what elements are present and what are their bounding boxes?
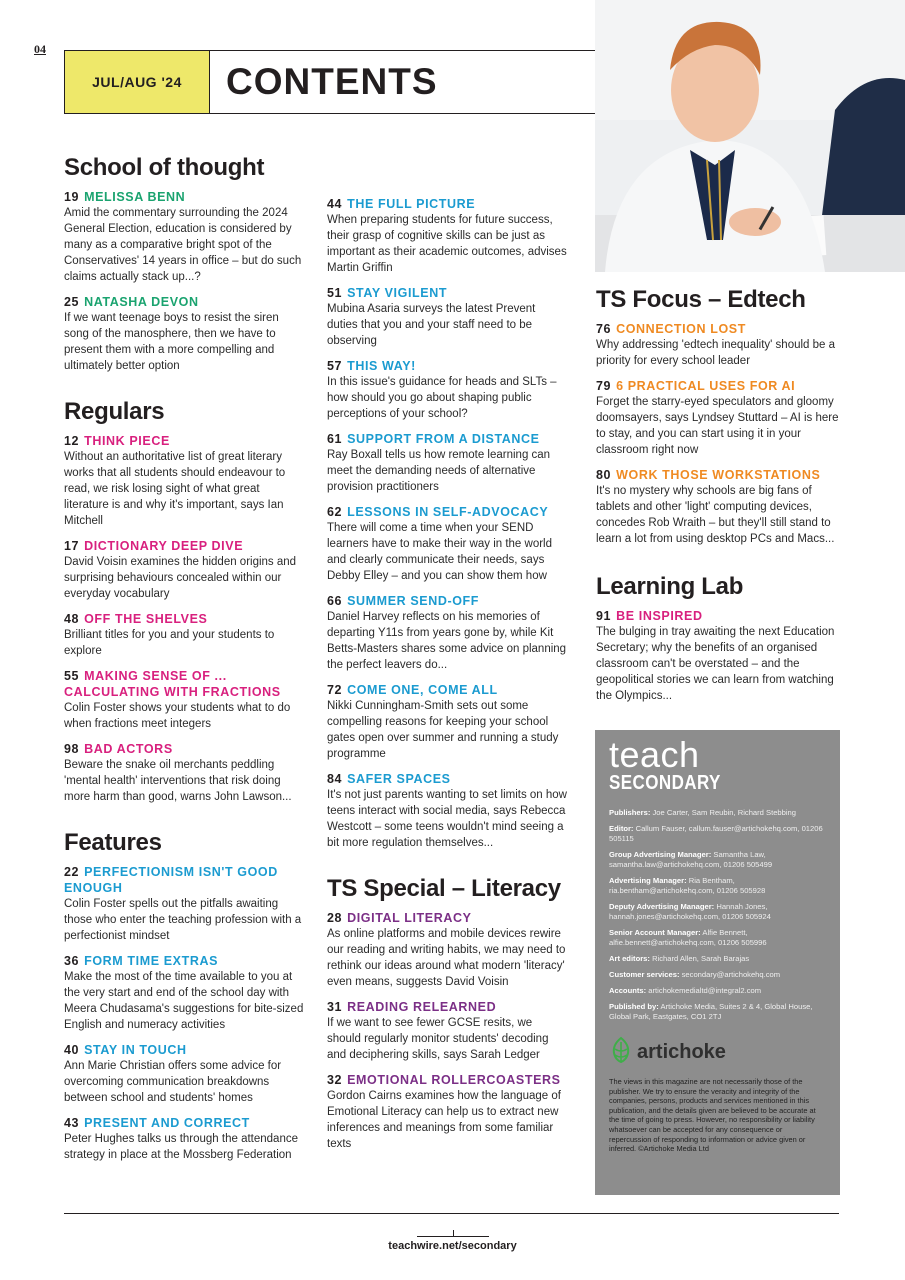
entry-description: Brilliant titles for you and your students to explore [64, 629, 275, 657]
entry-title: BAD ACTORS [84, 742, 173, 756]
contents-entry[interactable] [327, 1072, 567, 1152]
footer-ornament [417, 1236, 489, 1237]
page-number: 04 [34, 42, 46, 56]
entry-title: PRESENT AND CORRECT [84, 1116, 250, 1130]
staff-role: Group Advertising Manager: [609, 850, 712, 859]
staff-list [609, 808, 826, 1022]
entry-description: Mubina Asaria surveys the latest Prevent duties that you and your staff need to be observing [327, 303, 536, 347]
entry-page-number: 32 [327, 1073, 343, 1087]
entry-title: SUMMER SEND-OFF [347, 594, 480, 608]
entry-description: Forget the starry-eyed speculators and gloomy doomsayers, says Lyndsey Stuttard – AI is here to stay, and you can start using it in your classroom right now [596, 396, 839, 456]
footer-rule [64, 1213, 839, 1214]
entry-title: DICTIONARY DEEP DIVE [84, 539, 244, 553]
staff-role: Editor: [609, 824, 634, 833]
entry-page-number: 17 [64, 539, 80, 553]
entry-description: Ann Marie Christian offers some advice for overcoming communication breakdowns between school and students' homes [64, 1060, 282, 1104]
staff-entry [609, 970, 826, 980]
staff-details: artichokemedialtd@integral2.com [648, 986, 762, 995]
artichoke-logo [609, 1036, 826, 1069]
footer-url[interactable]: teachwire.net/secondary [388, 1240, 517, 1252]
entry-title: CONNECTION LOST [616, 322, 746, 336]
contents-entry[interactable] [327, 910, 567, 990]
entry-page-number: 12 [64, 434, 80, 448]
entry-page-number: 31 [327, 1000, 343, 1014]
contents-entry[interactable] [596, 321, 846, 369]
contents-entry[interactable] [327, 358, 567, 422]
entry-description: Amid the commentary surrounding the 2024 General Election, education is considered by many as a comparative bright spot of the Conservatives' 14 years in office – but do such claims actually stack up...? [64, 207, 302, 283]
entry-description: It's no mystery why schools are big fans of tablets and other 'light' computing devices, concedes Rob Wraith – but they'll still stand to learn a lot from using desktop PCs and Macs... [596, 485, 835, 545]
staff-details: Alfie Bennett, alfie.bennett@artichokehq.com, 01206 505996 [609, 928, 767, 947]
staff-entry [609, 954, 826, 964]
entry-title: DIGITAL LITERACY [347, 911, 472, 925]
column-left [64, 153, 304, 1172]
section-title-school-of-thought: School of thought [64, 154, 265, 181]
staff-role: Advertising Manager: [609, 876, 687, 885]
page-title: CONTENTS [210, 50, 610, 114]
staff-role: Deputy Advertising Manager: [609, 902, 715, 911]
entry-page-number: 36 [64, 954, 80, 968]
entry-title: COME ONE, COME ALL [347, 683, 498, 697]
staff-entry [609, 850, 826, 870]
entry-description: Make the most of the time available to you at the very start and end of the school day with Meera Chudasama's suggestions for bite-sized English and numeracy activities [64, 971, 304, 1031]
entry-title: NATASHA DEVON [84, 295, 199, 309]
footer-ornament-tick [453, 1230, 454, 1236]
entry-title: STAY VIGILENT [347, 286, 448, 300]
entry-page-number: 79 [596, 379, 612, 393]
contents-entry[interactable] [327, 682, 567, 762]
entry-page-number: 22 [64, 865, 80, 879]
teach-logo-bottom: SECONDARY [609, 772, 721, 794]
entry-description: Beware the snake oil merchants peddling 'mental health' interventions that risk doing more harm than good, warns John Lawson... [64, 759, 292, 803]
entry-title: PERFECTIONISM ISN'T GOOD ENOUGH [64, 865, 278, 895]
contents-entry[interactable] [64, 433, 304, 529]
entry-page-number: 62 [327, 505, 343, 519]
entry-title: MELISSA BENN [84, 190, 186, 204]
entry-description: There will come a time when your SEND learners have to make their way in the world and clearly communicate their needs, says Debby Elley – and you can show them how [327, 522, 552, 582]
staff-details: Ria Bentham, ria.bentham@artichokehq.com, 01206 505928 [609, 876, 766, 895]
staff-details: secondary@artichokehq.com [681, 970, 781, 979]
entry-description: The bulging in tray awaiting the next Education Secretary; why the benefits of an organised classroom can't be overstated – and the geopolitical stories we can learn from watching the Olympics... [596, 626, 835, 702]
contents-entry[interactable] [327, 593, 567, 673]
contents-entry[interactable] [64, 1042, 304, 1106]
entry-description: In this issue's guidance for heads and SLTs – how should you go about shaping public perceptions of your school? [327, 376, 557, 420]
entry-title: SUPPORT FROM A DISTANCE [347, 432, 540, 446]
entry-description: David Voisin examines the hidden origins and surprising behaviours concealed within our everyday vocabulary [64, 556, 297, 600]
contents-entry[interactable] [64, 1115, 304, 1163]
contents-entry[interactable] [327, 504, 567, 584]
entry-page-number: 61 [327, 432, 343, 446]
entry-page-number: 57 [327, 359, 343, 373]
staff-details: Joe Carter, Sam Reubin, Richard Stebbing [652, 808, 796, 817]
entry-description: Peter Hughes talks us through the attendance strategy in place at the Mossberg Federation [64, 1133, 298, 1161]
staff-details: Callum Fauser, callum.fauser@artichokehq.com, 01206 505115 [609, 824, 823, 843]
entry-title: 6 PRACTICAL USES FOR AI [616, 379, 796, 393]
entry-page-number: 84 [327, 772, 343, 786]
section-title-features: Features [64, 829, 162, 856]
contents-entry[interactable] [327, 771, 567, 851]
entry-title: OFF THE SHELVES [84, 612, 208, 626]
issue-label: JUL/AUG '24 [64, 50, 210, 114]
staff-entry [609, 986, 826, 996]
entry-title: FORM TIME EXTRAS [84, 954, 219, 968]
entry-title: SAFER SPACES [347, 772, 451, 786]
entry-title: STAY IN TOUCH [84, 1043, 187, 1057]
entry-title: THE FULL PICTURE [347, 197, 476, 211]
entry-page-number: 91 [596, 609, 612, 623]
contents-entry[interactable] [64, 189, 304, 285]
contents-entry[interactable] [64, 864, 304, 944]
entry-page-number: 98 [64, 742, 80, 756]
contents-entry[interactable] [327, 285, 567, 349]
entry-title: READING RELEARNED [347, 1000, 497, 1014]
section-title-regulars: Regulars [64, 398, 165, 425]
contents-entry[interactable] [64, 953, 304, 1033]
entry-page-number: 51 [327, 286, 343, 300]
staff-entry [609, 902, 826, 922]
entry-title: THIS WAY! [347, 359, 416, 373]
section-title-ts-special: TS Special – Literacy [327, 875, 561, 902]
contents-entry[interactable] [64, 741, 304, 805]
contents-entry[interactable] [596, 378, 846, 458]
disclaimer: The views in this magazine are not necessarily those of the publisher. We try to ensure the veracity and integrity of the companies, persons, products and services mentioned in this publication, and the details given are believed to be accurate at the time of going to press. However, no responsibility or liability whatsoever can be accepted for any consequence or repercussion of responding to information or advice given or inferred. ©Artichoke Media Ltd [609, 1077, 816, 1154]
entry-description: Colin Foster shows your students what to do when fractions meet integers [64, 702, 291, 730]
entry-page-number: 40 [64, 1043, 80, 1057]
staff-role: Publishers: [609, 808, 651, 817]
staff-role: Published by: [609, 1002, 659, 1011]
entry-title: MAKING SENSE OF ... CALCULATING WITH FRACTIONS [64, 669, 281, 699]
entry-page-number: 44 [327, 197, 343, 211]
entry-page-number: 55 [64, 669, 80, 683]
staff-role: Accounts: [609, 986, 647, 995]
teach-logo-top: teach [609, 734, 700, 775]
entry-description: Why addressing 'edtech inequality' should be a priority for every school leader [596, 339, 836, 367]
column-right [596, 285, 846, 713]
entry-description: Nikki Cunningham-Smith sets out some compelling reasons for keeping your school gates open over summer and running a study programme [327, 700, 559, 760]
staff-details: Hannah Jones, hannah.jones@artichokehq.com, 01206 505924 [609, 902, 771, 921]
entry-page-number: 76 [596, 322, 612, 336]
entry-page-number: 43 [64, 1116, 80, 1130]
contents-entry[interactable] [596, 608, 846, 704]
staff-role: Art editors: [609, 954, 650, 963]
artichoke-icon [609, 1036, 633, 1069]
entry-description: If we want teenage boys to resist the siren song of the manosphere, then we have to present them with a more compelling and ultimately better option [64, 312, 279, 372]
staff-role: Senior Account Manager: [609, 928, 701, 937]
staff-entry [609, 876, 826, 896]
contents-entry[interactable] [64, 294, 304, 374]
staff-role: Customer services: [609, 970, 680, 979]
staff-entry [609, 824, 826, 844]
section-title-learning-lab: Learning Lab [596, 573, 744, 600]
entry-page-number: 66 [327, 594, 343, 608]
section-title-ts-focus: TS Focus – Edtech [596, 286, 806, 313]
masthead-infobox [595, 730, 840, 1195]
entry-description: Gordon Cairns examines how the language of Emotional Literacy can help us to extract new inferences and meanings from some familiar texts [327, 1090, 561, 1150]
contents-entry[interactable] [64, 538, 304, 602]
contents-entry[interactable] [327, 196, 567, 276]
entry-description: As online platforms and mobile devices rewire our reading and writing habits, we may need to rethink our ideas around what modern 'literacy' even means, suggests David Voisin [327, 928, 566, 988]
artichoke-wordmark: artichoke [637, 1041, 726, 1063]
entry-page-number: 72 [327, 683, 343, 697]
contents-entry[interactable] [327, 999, 567, 1063]
contents-entry[interactable] [64, 611, 304, 659]
entry-description: It's not just parents wanting to set limits on how teens interact with social media, says Rebecca Westcott – some teens wouldn't mind seeing a bit more regulation themselves... [327, 789, 567, 849]
entry-title: EMOTIONAL ROLLERCOASTERS [347, 1073, 561, 1087]
contents-entry[interactable] [64, 668, 304, 732]
entry-title: WORK THOSE WORKSTATIONS [616, 468, 821, 482]
entry-description: If we want to see fewer GCSE resits, we should regularly monitor students' decoding and deciphering skills, says Sarah Ledger [327, 1017, 549, 1061]
contents-entry[interactable] [596, 467, 846, 547]
entry-page-number: 80 [596, 468, 612, 482]
entry-description: Daniel Harvey reflects on his memories of departing Y11s from years gone by, while Kit Betts-Masters shares some advice on planning the perfect leavers do... [327, 611, 567, 671]
staff-details: Artichoke Media, Suites 2 & 4, Global House, Global Park, Eastgates, CO1 2TJ [609, 1002, 813, 1021]
contents-entry[interactable] [327, 431, 567, 495]
entry-description: Without an authoritative list of great literary works that all students should endeavour to read, we risk losing sight of what great literature is and why it's important, says Ian Mitchell [64, 451, 286, 527]
staff-details: Samantha Law, samantha.law@artichokehq.com, 01206 505499 [609, 850, 773, 869]
entry-title: BE INSPIRED [616, 609, 703, 623]
staff-entry [609, 928, 826, 948]
entry-page-number: 25 [64, 295, 80, 309]
staff-entry [609, 1002, 826, 1022]
entry-page-number: 19 [64, 190, 80, 204]
entry-title: THINK PIECE [84, 434, 170, 448]
student-writing-photo [595, 0, 905, 272]
column-middle [327, 196, 567, 1161]
staff-details: Richard Allen, Sarah Barajas [652, 954, 750, 963]
entry-description: When preparing students for future success, their grasp of cognitive skills can be just as important as their academic outcomes, advises Martin Griffin [327, 214, 567, 274]
entry-description: Colin Foster spells out the pitfalls awaiting those who enter the teaching profession with a perfectionist mindset [64, 898, 302, 942]
entry-page-number: 48 [64, 612, 80, 626]
staff-entry [609, 808, 826, 818]
entry-title: LESSONS IN SELF-ADVOCACY [347, 505, 549, 519]
entry-page-number: 28 [327, 911, 343, 925]
entry-description: Ray Boxall tells us how remote learning can meet the demanding needs of alternative provision practitioners [327, 449, 551, 493]
